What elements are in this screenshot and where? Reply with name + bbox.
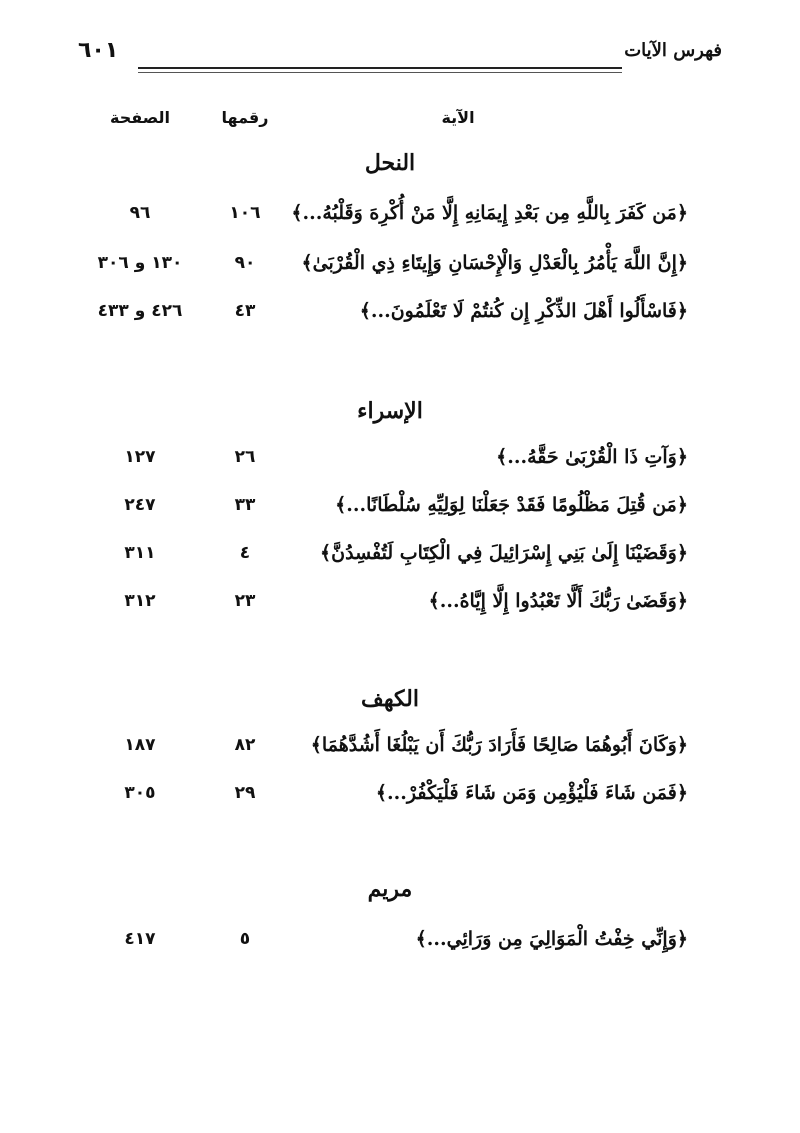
verse-number: ١٠٦	[229, 203, 261, 223]
verse-text: ﴿وَإِنِّي خِفْتُ الْمَوَالِيَ مِن وَرَائِي...﴾	[415, 928, 688, 950]
column-header-number: رقمها	[221, 108, 269, 127]
verse-text: ﴿وَآتِ ذَا الْقُرْبَىٰ حَقَّهُ...﴾	[496, 446, 688, 468]
page-reference: ٣١٢	[124, 591, 156, 611]
verse-text: ﴿مَن قُتِلَ مَظْلُومًا فَقَدْ جَعَلْنَا لِوَلِيِّهِ سُلْطَانًا...﴾	[335, 494, 688, 516]
page-reference: ١٢٧	[124, 447, 156, 467]
index-row	[0, 728, 800, 764]
page-reference: ٤١٧	[124, 929, 156, 949]
column-header-verse: الآية	[441, 108, 475, 127]
page-reference: ٣٠٥	[124, 783, 156, 803]
verse-number: ٢٩	[234, 783, 256, 803]
verse-text: ﴿فَاسْأَلُوا أَهْلَ الذِّكْرِ إِن كُنتُمْ لَا تَعْلَمُونَ...﴾	[359, 300, 688, 322]
index-row	[0, 440, 800, 476]
verse-text: ﴿فَمَن شَاءَ فَلْيُؤْمِن وَمَن شَاءَ فَلْيَكْفُرْ...﴾	[375, 782, 688, 804]
verse-text: ﴿وَكَانَ أَبُوهُمَا صَالِحًا فَأَرَادَ رَبُّكَ أَن يَبْلُغَا أَشُدَّهُمَا﴾	[310, 734, 688, 756]
index-row	[0, 294, 800, 330]
page-reference: ٤٢٦ و ٤٣٣	[97, 301, 183, 321]
page-number: ٦٠١	[78, 38, 119, 63]
surah-heading: الكهف	[361, 686, 419, 712]
verse-text: ﴿إِنَّ اللَّهَ يَأْمُرُ بِالْعَدْلِ وَالْإِحْسَانِ وَإِيتَاءِ ذِي الْقُرْبَىٰ﴾	[301, 252, 688, 274]
surah-heading: النحل	[364, 150, 416, 176]
page-reference: ٢٤٧	[124, 495, 156, 515]
column-header-page: الصفحة	[109, 108, 170, 127]
verse-number: ٩٠	[234, 253, 256, 273]
index-row	[0, 196, 800, 232]
header-rule-thin	[138, 72, 622, 73]
index-row	[0, 536, 800, 572]
verse-number: ٤	[239, 543, 251, 563]
index-row	[0, 488, 800, 524]
verse-number: ٤٣	[234, 301, 256, 321]
page-reference: ٩٦	[129, 203, 151, 223]
verse-number: ٥	[239, 929, 251, 949]
verse-text: ﴿مَن كَفَرَ بِاللَّهِ مِن بَعْدِ إِيمَانِهِ إِلَّا مَنْ أُكْرِهَ وَقَلْبُهُ...﴾	[291, 202, 688, 224]
index-row	[0, 776, 800, 812]
verse-text: ﴿وَقَضَيْنَا إِلَىٰ بَنِي إِسْرَائِيلَ فِي الْكِتَابِ لَتُفْسِدُنَّ﴾	[320, 542, 688, 564]
running-header	[78, 38, 722, 68]
verse-text: ﴿وَقَضَىٰ رَبُّكَ أَلَّا تَعْبُدُوا إِلَّا إِيَّاهُ...﴾	[428, 590, 688, 612]
index-row	[0, 246, 800, 282]
index-row	[0, 922, 800, 958]
header-rule	[138, 67, 622, 69]
page-reference: ١٣٠ و ٣٠٦	[97, 253, 183, 273]
page-reference: ١٨٧	[124, 735, 156, 755]
verse-number: ٣٣	[234, 495, 256, 515]
page-reference: ٣١١	[124, 543, 156, 563]
running-title: فهرس الآيات	[624, 40, 722, 61]
surah-heading: مريم	[367, 876, 413, 902]
verse-number: ٨٢	[234, 735, 256, 755]
verse-number: ٢٦	[234, 447, 256, 467]
index-row	[0, 584, 800, 620]
surah-heading: الإسراء	[357, 398, 423, 424]
verse-number: ٢٣	[234, 591, 256, 611]
